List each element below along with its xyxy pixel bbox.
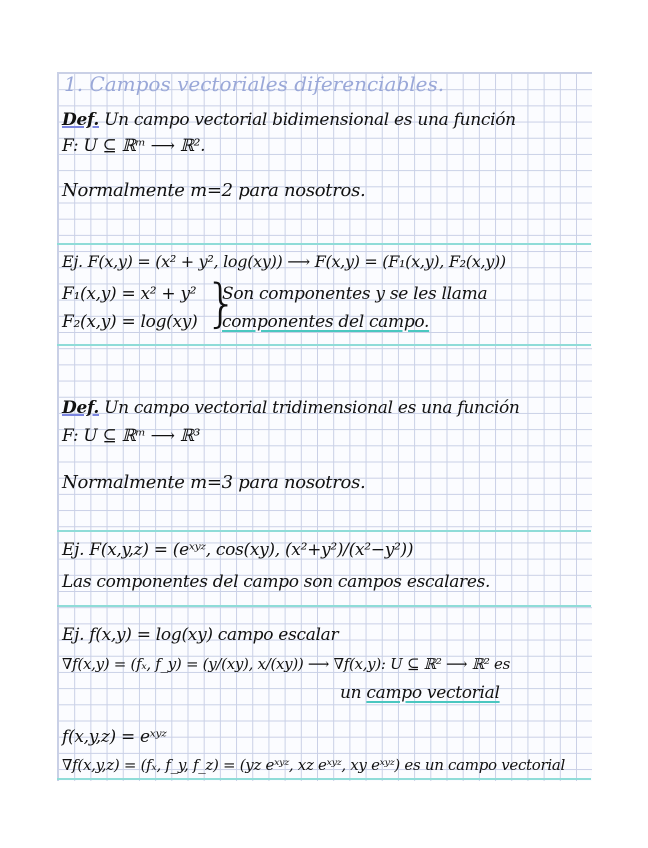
divider-5 xyxy=(57,778,591,780)
brace: } xyxy=(205,274,239,334)
divider-2 xyxy=(57,344,591,346)
example-3-term: campo vectorial xyxy=(366,683,500,703)
definition-2 xyxy=(62,398,520,418)
divider-3 xyxy=(57,530,591,532)
example-1-note: Son componentes y se les llama xyxy=(222,284,488,304)
example-3-line-2: ∇f(x,y) = (fₓ, f_y) = (y/(xy), x/(xy)) ⟶ ∇f(x,y): U ⊆ ℝ² ⟶ ℝ² es xyxy=(62,655,511,673)
example-2-line-2: Las componentes del campo son campos escalares. xyxy=(62,572,491,592)
example-3-prefix: un xyxy=(340,683,367,703)
example-3-line-5: ∇f(x,y,z) = (fₓ, f_y, f_z) = (yz eˣʸᶻ, xz eˣʸᶻ, xy eˣʸᶻ) es un campo vectorial xyxy=(62,756,566,774)
page-title: 1. Campos vectoriales diferenciables. xyxy=(64,72,445,96)
mapping-1: F: U ⊆ ℝᵐ ⟶ ℝ². xyxy=(62,136,206,156)
mapping-2: F: U ⊆ ℝᵐ ⟶ ℝ³ xyxy=(62,426,201,446)
note-2: Normalmente m=3 para nosotros. xyxy=(62,472,366,493)
example-3-line-4: f(x,y,z) = eˣʸᶻ xyxy=(62,727,167,747)
example-2-line-1: Ej. F(x,y,z) = (eˣʸᶻ, cos(xy), (x²+y²)/(x²−y²)) xyxy=(62,540,414,560)
def-label-2: Def. xyxy=(62,398,99,418)
def-text-2: Un campo vectorial tridimensional es una función xyxy=(98,398,520,418)
def-text-1: Un campo vectorial bidimensional es una función xyxy=(98,110,516,130)
example-1-component-1: F₁(x,y) = x² + y² xyxy=(62,284,197,304)
example-3-line-3 xyxy=(340,683,500,703)
divider-4 xyxy=(57,605,591,607)
def-label-1: Def. xyxy=(62,110,99,130)
example-1-line-1: Ej. F(x,y) = (x² + y², log(xy)) ⟶ F(x,y) = (F₁(x,y), F₂(x,y)) xyxy=(62,252,506,271)
definition-1 xyxy=(62,110,516,130)
example-1-term: componentes del campo. xyxy=(222,312,430,332)
divider-1 xyxy=(57,243,591,245)
example-1-component-2: F₂(x,y) = log(xy) xyxy=(62,312,198,332)
note-1: Normalmente m=2 para nosotros. xyxy=(62,180,366,201)
example-3-line-1: Ej. f(x,y) = log(xy) campo escalar xyxy=(62,625,339,645)
